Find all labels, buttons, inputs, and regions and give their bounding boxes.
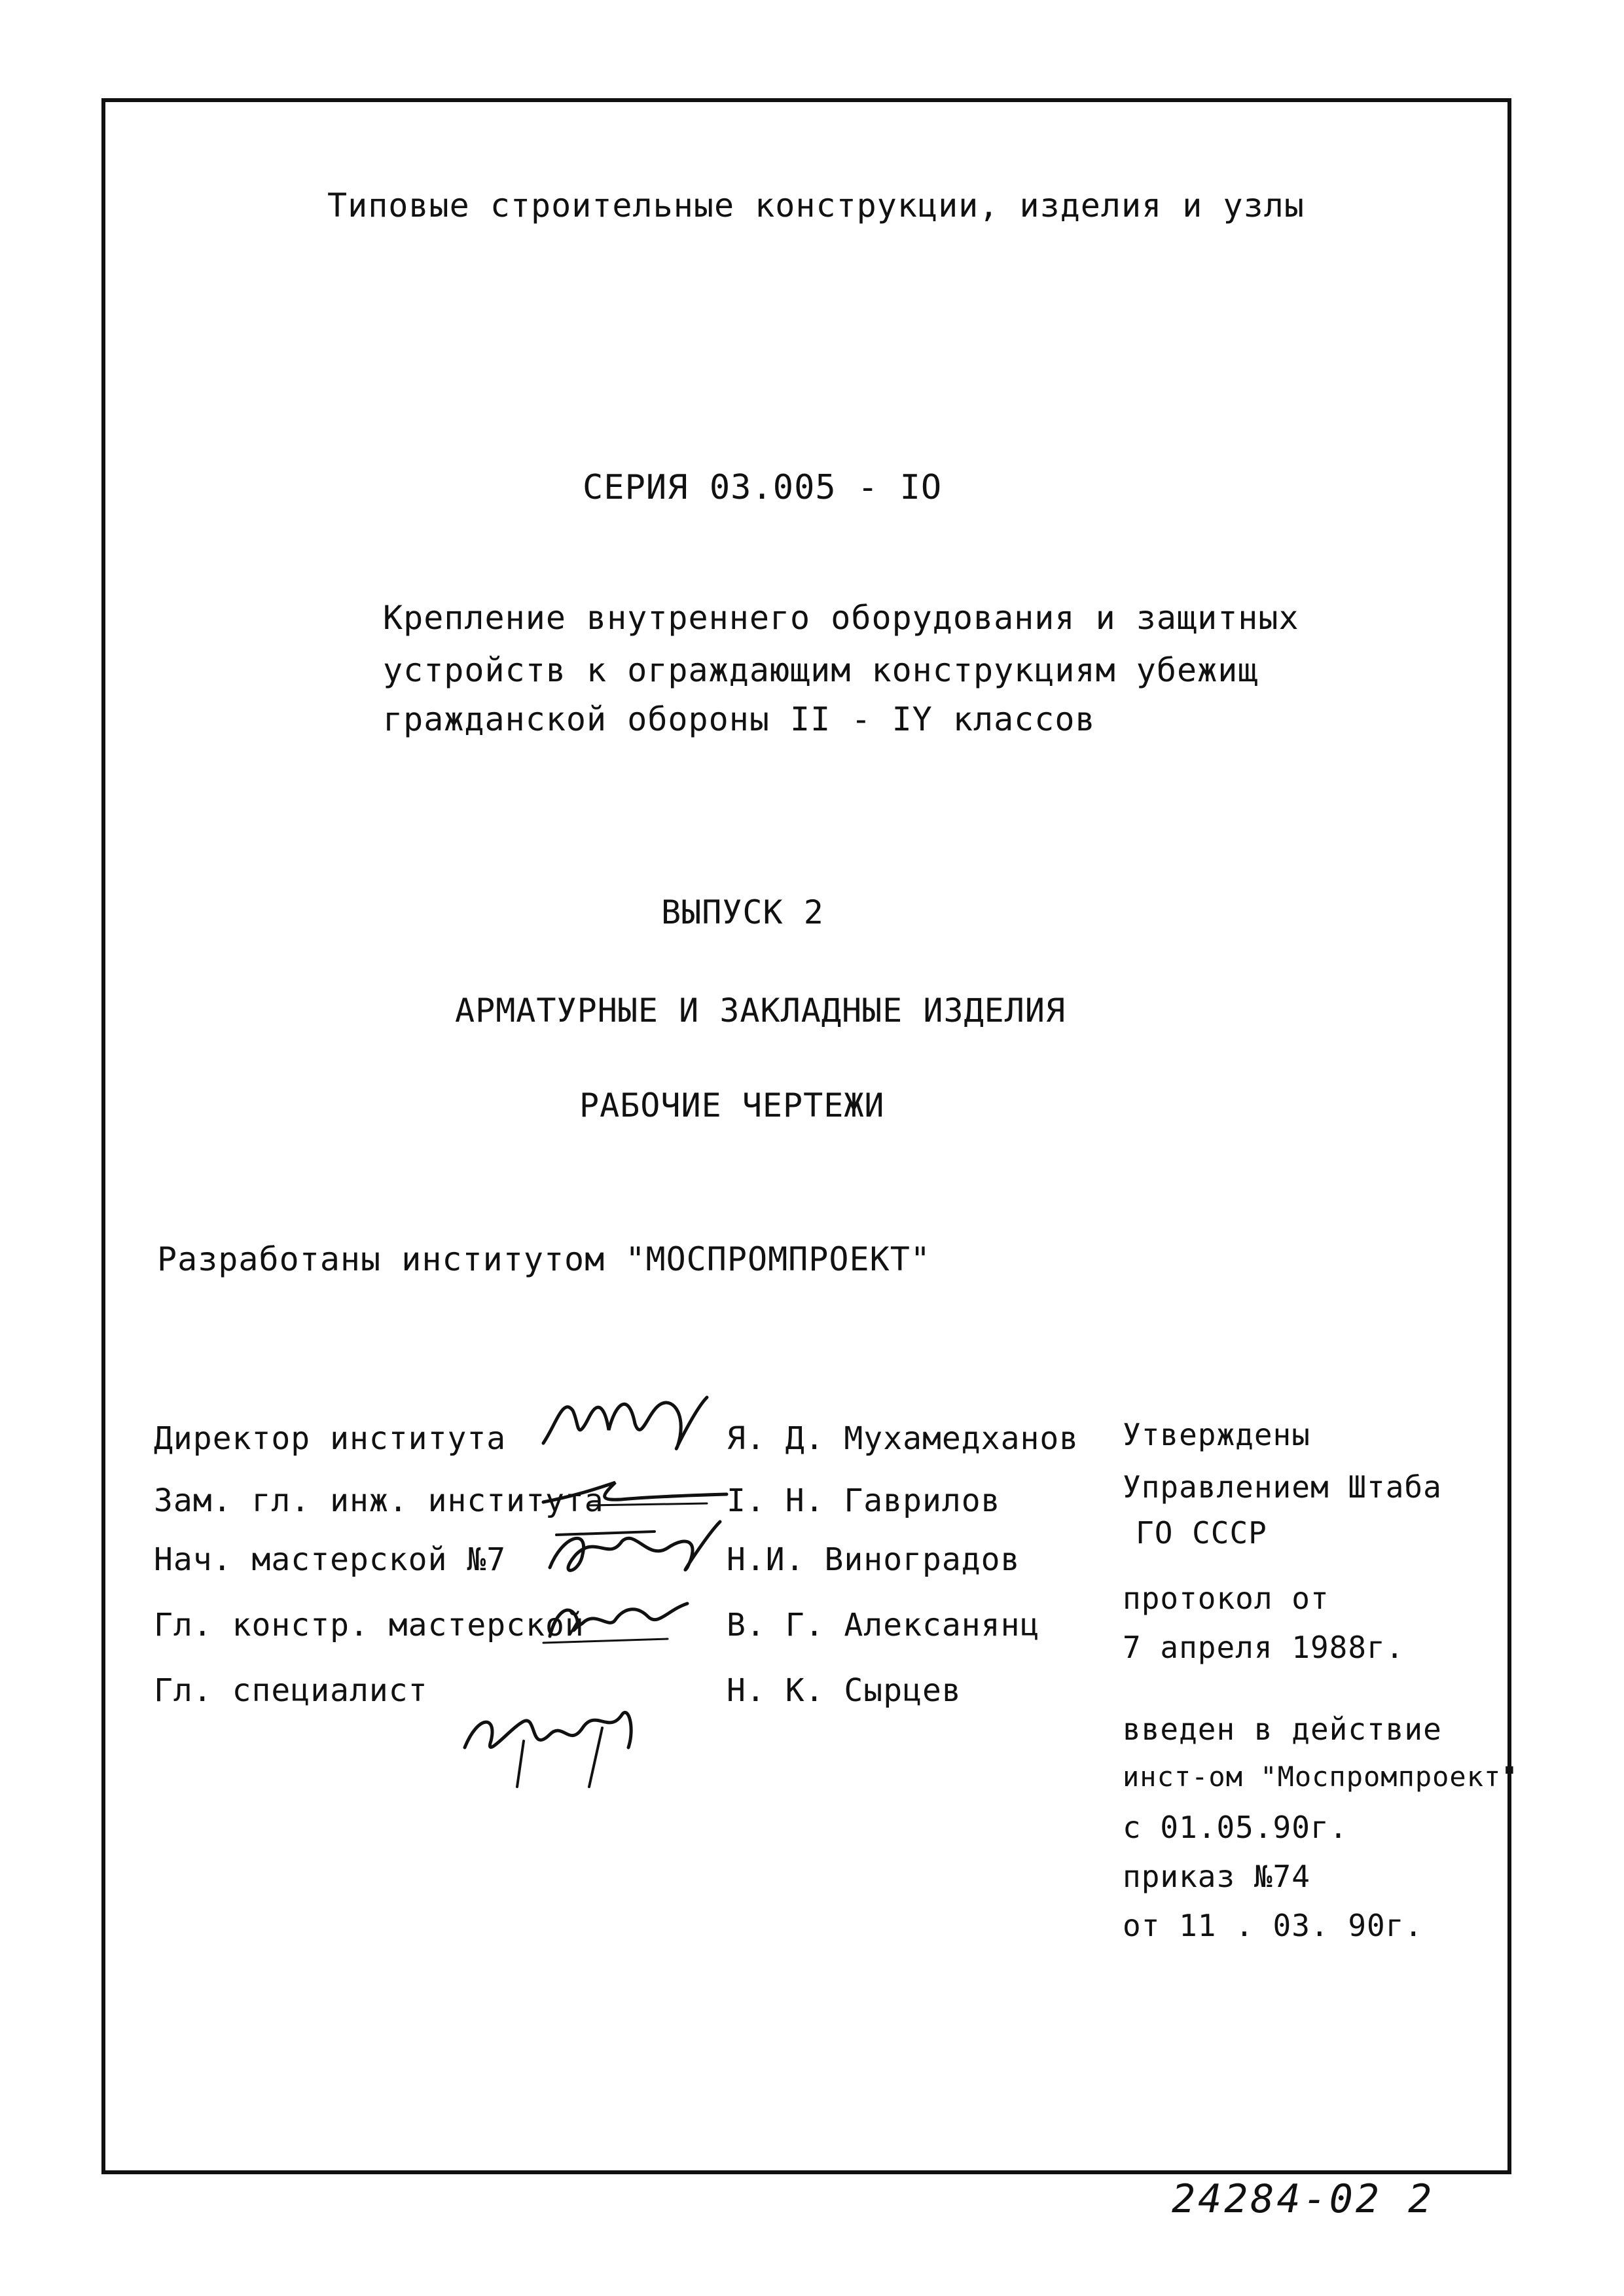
signature-chief-designer	[537, 1590, 694, 1649]
signatory-role: Зам. гл. инж. института	[154, 1482, 604, 1519]
signatory-name: В. Г. Алексанянц	[727, 1607, 1040, 1643]
signatory-role: Директор института	[154, 1420, 507, 1457]
approval-line: Утверждены	[1123, 1417, 1310, 1452]
signature-deputy	[537, 1469, 733, 1515]
series-line: СЕРИЯ 03.005 - IO	[583, 468, 943, 507]
developed-by-line: Разработаны институтом "МОСПРОМПРОЕКТ"	[157, 1240, 931, 1278]
approval-line: ГО СССР	[1136, 1515, 1267, 1551]
approval-line: 7 апреля 1988г.	[1123, 1630, 1405, 1665]
approval-line: от 11 . 03. 90г.	[1123, 1908, 1424, 1943]
title-line-2: устройств к ограждающим конструкциям убежищ	[383, 651, 1259, 689]
signature-specialist	[452, 1689, 648, 1793]
signatory-name: І. Н. Гаврилов	[727, 1482, 1001, 1519]
issue-line: ВЫПУСК 2	[661, 893, 824, 931]
approval-line: Управлением Штаба	[1123, 1469, 1442, 1505]
title-line-1: Крепление внутреннего оборудования и защитных	[383, 599, 1299, 637]
drawings-line: РАБОЧИЕ ЧЕРТЕЖИ	[579, 1086, 885, 1124]
signatory-role: Гл. констр. мастерской	[154, 1607, 585, 1643]
signatory-name: Я. Д. Мухамедханов	[727, 1420, 1079, 1457]
approval-line: инст-ом "Моспромпроект"	[1123, 1761, 1519, 1793]
approval-line: введен в действие	[1123, 1712, 1442, 1747]
signatory-name: Н.И. Виноградов	[727, 1541, 1020, 1578]
title-line-3: гражданской обороны II - IY классов	[383, 700, 1096, 738]
signatory-role: Гл. специалист	[154, 1672, 428, 1709]
subtitle-line: АРМАТУРНЫЕ И ЗАКЛАДНЫЕ ИЗДЕЛИЯ	[455, 992, 1066, 1030]
signatory-role: Нач. мастерской №7	[154, 1541, 507, 1578]
approval-line: протокол от	[1123, 1581, 1329, 1616]
signatory-name: Н. К. Сырцев	[727, 1672, 962, 1709]
signature-workshop-head	[537, 1515, 727, 1587]
signature-director	[537, 1384, 733, 1463]
header-line: Типовые строительные конструкции, изделия и узлы	[327, 187, 1305, 224]
approval-line: с 01.05.90г.	[1123, 1810, 1348, 1845]
approval-line: приказ №74	[1123, 1859, 1310, 1894]
document-number: 24284-02 2	[1172, 2176, 1435, 2222]
